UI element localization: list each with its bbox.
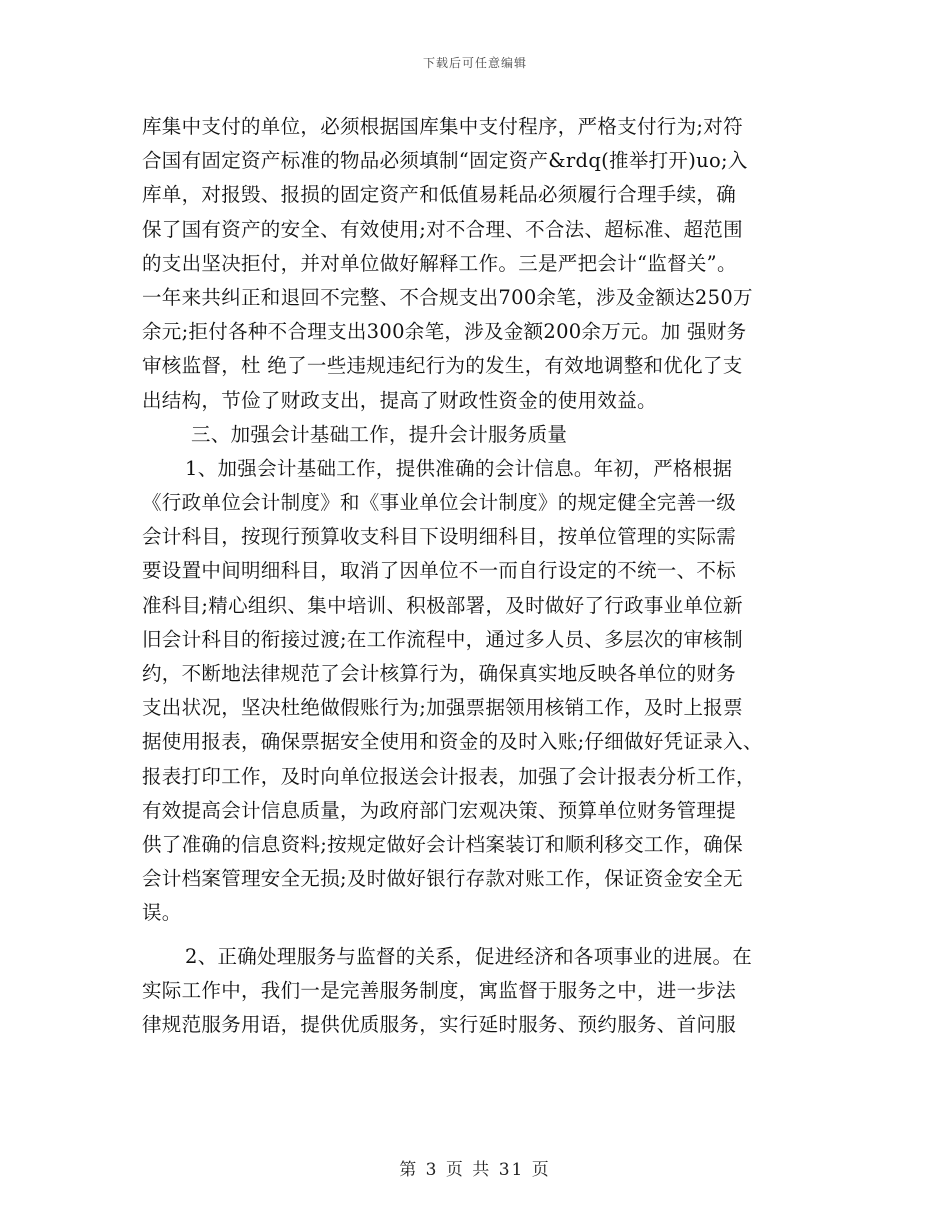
- text-line: 实际工作中，我们一是完善服务制度，寓监督于服务之中，进一步法: [142, 978, 737, 1002]
- text-line: 库单，对报毁、报损的固定资产和低值易耗品必须履行合理手续，确: [142, 183, 737, 207]
- text-line: 会计档案管理安全无损;及时做好银行存款对账工作，保证资金安全无: [142, 867, 743, 891]
- text-line: 一年来共纠正和退回不完整、不合规支出700余笔，涉及金额达250万: [142, 285, 753, 309]
- section-heading: 三、加强会计基础工作，提升会计服务质量: [191, 422, 568, 446]
- text-line: 审核监督，杜 绝了一些违规违纪行为的发生，有效地调整和优化了支: [142, 354, 743, 378]
- text-line: 约，不断地法律规范了会计核算行为，确保真实地反映各单位的财务: [142, 662, 737, 685]
- text-line: 合国有固定资产标准的物品必须填制“固定资产&rdq(推举打开)uo;入: [142, 149, 748, 173]
- text-line: 要设置中间明细科目，取消了因单位不一而自行设定的不统一、不标: [142, 559, 737, 583]
- paragraph-first-line: 1、加强会计基础工作，提供准确的会计信息。年初，严格根据: [185, 456, 733, 480]
- text-line: 《行政单位会计制度》和《事业单位会计制度》的规定健全完善一级: [142, 491, 737, 515]
- text-line: 律规范服务用语，提供优质服务，实行延时服务、预约服务、首问服: [142, 1012, 737, 1036]
- text-line: 余元;拒付各种不合理支出300余笔，涉及金额200余万元。加 强财务: [142, 320, 747, 344]
- text-line: 报表打印工作，及时向单位报送会计报表，加强了会计报表分析工作，: [142, 764, 756, 788]
- text-line: 准科目;精心组织、集中培训、积极部署，及时做好了行政事业单位新: [142, 593, 743, 617]
- page-number-footer: 第 3 页 共 31 页: [399, 1160, 551, 1180]
- document-body: [142, 110, 832, 1042]
- text-line: 误。: [142, 901, 182, 925]
- text-line: 旧会计科目的衔接过渡;在工作流程中，通过多人员、多层次的审核制: [142, 627, 743, 651]
- text-line: 供了准确的信息资料;按规定做好会计档案装订和顺利移交工作，确保: [142, 832, 743, 856]
- text-line: 据使用报表，确保票据安全使用和资金的及时入账;仔细做好凭证录入、: [142, 730, 763, 754]
- text-line: 出结构，节俭了财政支出，提高了财政性资金的使用效益。: [142, 388, 657, 412]
- page-header-note: 下载后可任意编辑: [422, 56, 527, 70]
- paragraph-gap: [142, 931, 832, 940]
- text-line: 会计科目，按现行预算收支科目下设明细科目，按单位管理的实际需: [142, 525, 737, 549]
- text-line: 的支出坚决拒付，并对单位做好解释工作。三是严把会计“监督关”。: [142, 251, 737, 275]
- text-line: 库集中支付的单位，必须根据国库集中支付程序，严格支付行为;对符: [142, 115, 743, 138]
- text-line: 有效提高会计信息质量，为政府部门宏观决策、预算单位财务管理提: [142, 798, 737, 822]
- text-line: 支出状况，坚决杜绝做假账行为;加强票据领用核销工作，及时上报票: [142, 696, 743, 720]
- paragraph-first-line: 2、正确处理服务与监督的关系，促进经济和各项事业的进展。在: [185, 944, 753, 968]
- text-line: 保了国有资产的安全、有效使用;对不合理、不合法、超标准、超范围: [142, 217, 743, 241]
